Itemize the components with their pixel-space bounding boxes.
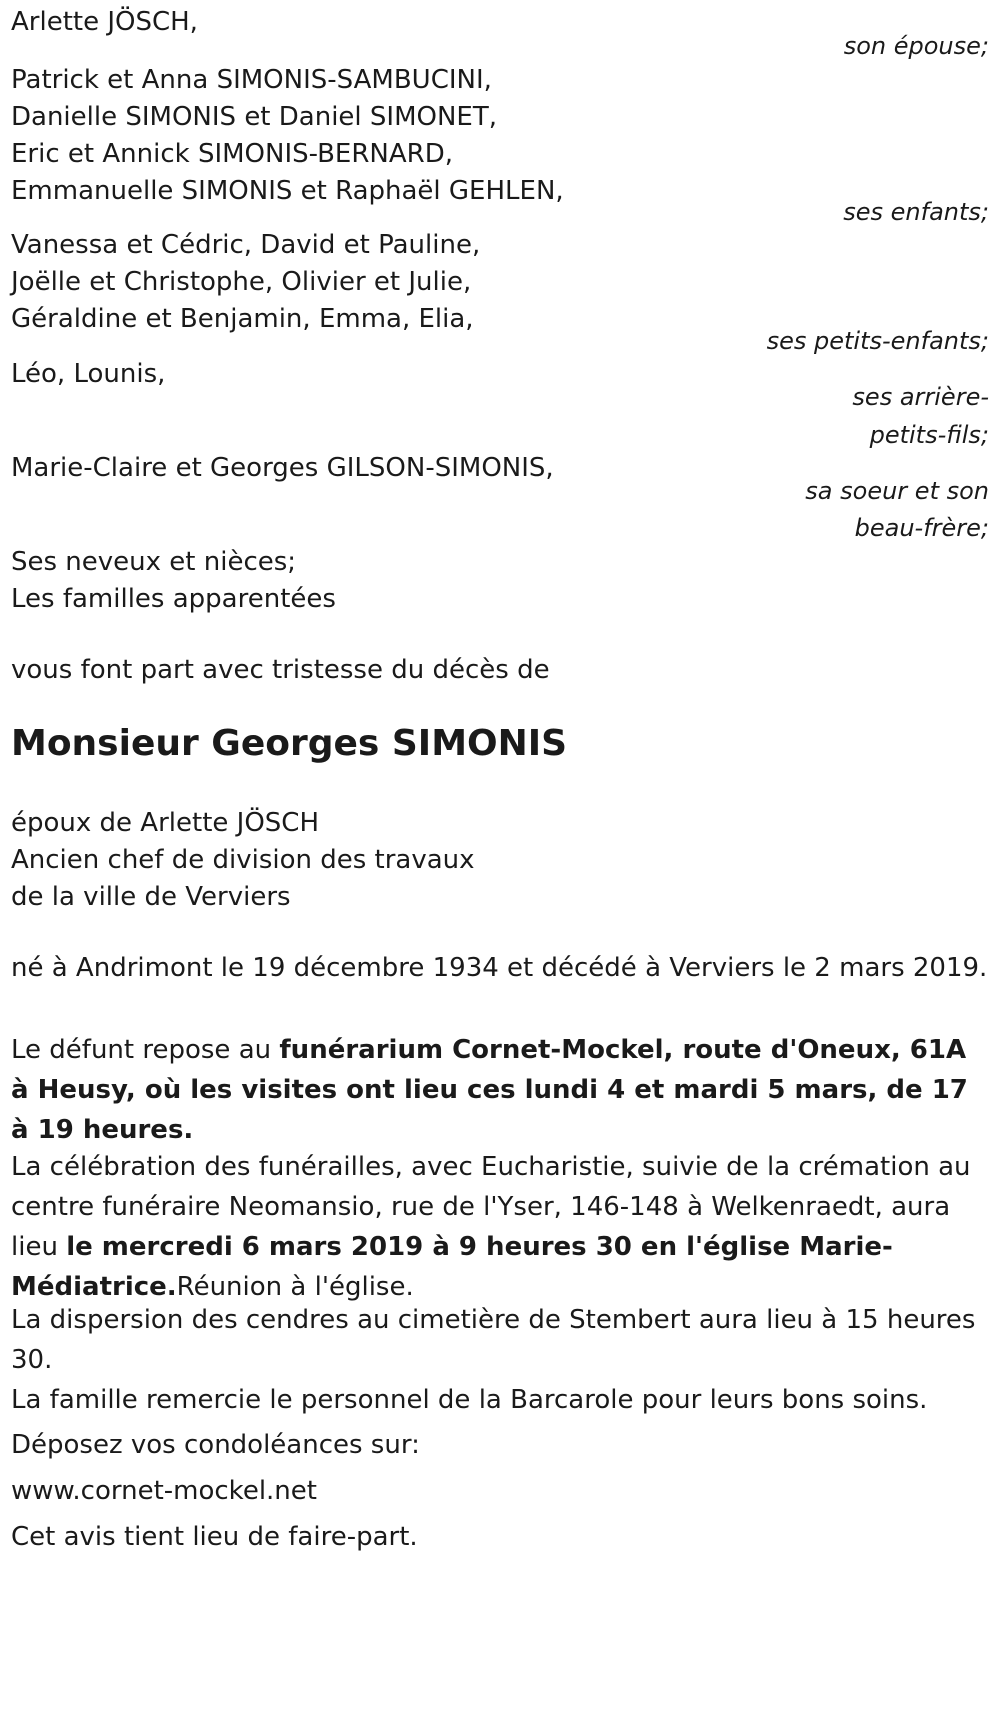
other-relatives xyxy=(11,544,989,618)
birth-death-paragraph: né à Andrimont le 19 décembre 1934 et décédé à Verviers le 2 mars 2019. xyxy=(11,953,988,983)
celebration-datetime: le mercredi 6 mars 2019 à 9 heures 30 en l'église Marie-Médiatrice. xyxy=(11,1232,893,1302)
announcement xyxy=(11,652,989,689)
great-grandchildren-role-line-2: petits-fils; xyxy=(869,421,989,449)
deceased-spouse: époux de Arlette JÖSCH xyxy=(11,808,319,838)
child-name: Patrick et Anna SIMONIS-SAMBUCINI, xyxy=(11,65,492,95)
child-name: Eric et Annick SIMONIS-BERNARD, xyxy=(11,139,453,169)
great-grandchild-names: Léo, Lounis, xyxy=(11,359,166,389)
nephews-nieces: Ses neveux et nièces; xyxy=(11,547,297,577)
grandchild-names: Joëlle et Christophe, Olivier et Julie, xyxy=(11,267,472,297)
related-families: Les familles apparentées xyxy=(11,584,336,614)
repose-paragraph xyxy=(11,1030,989,1150)
child-name: Emmanuelle SIMONIS et Raphaël GEHLEN, xyxy=(11,176,564,206)
deceased-name: Monsieur Georges SIMONIS xyxy=(11,723,568,764)
deceased-occupation: Ancien chef de division des travaux xyxy=(11,845,475,875)
deceased-details xyxy=(11,805,989,916)
celebration-tail: Réunion à l'église. xyxy=(176,1272,414,1302)
spouse-name: Arlette JÖSCH, xyxy=(11,7,198,37)
spouse-role: son épouse; xyxy=(843,32,989,60)
dispersion-paragraph: La dispersion des cendres au cimetière de Stembert aura lieu à 15 heures 30. xyxy=(11,1305,976,1375)
sibling-role-line-1: sa soeur et son xyxy=(805,477,989,505)
announcement-text: vous font part avec tristesse du décès de xyxy=(11,655,550,685)
spouse-group xyxy=(11,4,989,41)
closing-note: Cet avis tient lieu de faire-part. xyxy=(11,1522,418,1552)
thanks-paragraph: La famille remercie le personnel de la Barcarole pour leurs bons soins. xyxy=(11,1385,928,1415)
condolences-website[interactable]: www.cornet-mockel.net xyxy=(11,1476,317,1506)
deceased-occupation-cont: de la ville de Verviers xyxy=(11,882,291,912)
grandchild-names: Vanessa et Cédric, David et Pauline, xyxy=(11,230,481,260)
great-grandchildren-group xyxy=(11,356,989,393)
celebration-lead: La célébration des funérailles, avec Eucharistie, suivie de la crémation au centre funéraire Neomansio, rue de l'Yser, 146-148 à Welkenraedt, aura lieu xyxy=(11,1152,971,1262)
children-role: ses enfants; xyxy=(843,198,989,226)
sibling-names: Marie-Claire et Georges GILSON-SIMONIS, xyxy=(11,453,554,483)
grandchild-names: Géraldine et Benjamin, Emma, Elia, xyxy=(11,304,474,334)
grandchildren-role: ses petits-enfants; xyxy=(766,327,989,355)
sibling-role-line-2: beau-frère; xyxy=(854,514,989,542)
repose-location: funérarium Cornet-Mockel, route d'Oneux, 61A à Heusy, où les visites ont lieu ces lundi 4 et mardi 5 mars, de 17 à 19 heures. xyxy=(11,1035,968,1145)
great-grandchildren-role-line-1: ses arrière- xyxy=(852,383,989,411)
condolences-label: Déposez vos condoléances sur: xyxy=(11,1430,420,1460)
celebration-paragraph xyxy=(11,1147,989,1307)
children-group xyxy=(11,62,989,210)
repose-lead: Le défunt repose au xyxy=(11,1035,280,1065)
child-name: Danielle SIMONIS et Daniel SIMONET, xyxy=(11,102,498,132)
